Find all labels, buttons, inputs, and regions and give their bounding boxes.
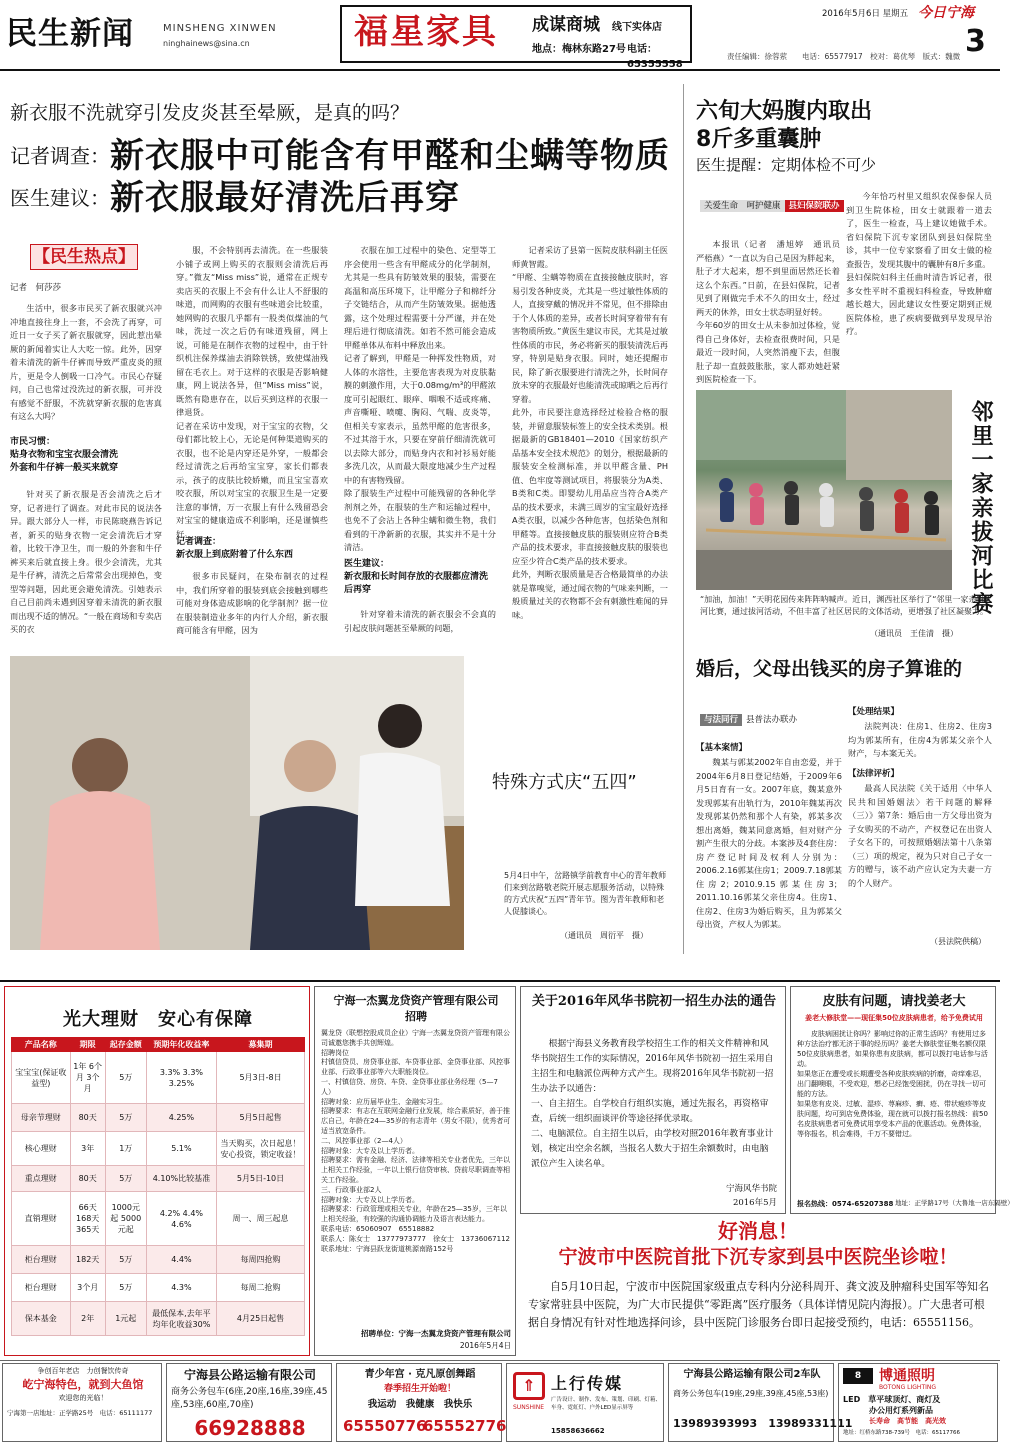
recruit-date: 2016年5月4日	[459, 1341, 511, 1350]
lead-column-2b	[176, 570, 328, 638]
bus-fleet-ad	[668, 1363, 853, 1442]
lead-subhead-2: 记者调查： 新衣服上到底附着了什么东西	[176, 537, 294, 560]
media-ad	[506, 1363, 664, 1442]
fish-brand: 屹宁海特色，就到大鱼馆	[22, 1378, 144, 1391]
table-cell: 直销理财	[12, 1192, 71, 1246]
fish-restaurant-ad	[2, 1363, 162, 1442]
law-analysis-text: 最高人民法院《关于适用〈中华人民共和国婚姻法〉若干问题的解释（三）》第7条：婚后由一方父母出资为子女购买的不动产，产权登记在出资人子女名下的，可按照婚姻法第十八条第（三）项的规定，视为只对自己子女一方的赠与，该不动产应认定为夫妻一方的个人财产。	[848, 783, 992, 888]
may-fourth-photo	[10, 656, 464, 950]
lighting-ad	[838, 1363, 998, 1442]
media-body: 广告设计、制作、发布、策划、印刷、灯箱、车身、霓虹灯、户外LED显示屏等	[551, 1397, 662, 1411]
tug-of-war-caption: “加油，加油！”天明花园传来阵阵呐喊声。近日，渊西社区举行了“邻里一家亲”拔河比赛，通过拔河活动，不但丰富了社区居民的文体活动，更增强了社区凝聚力。	[700, 595, 989, 616]
lead-column-2	[176, 244, 328, 539]
table-cell: 重点理财	[12, 1166, 71, 1192]
table-cell: 母亲节理财	[12, 1104, 71, 1132]
fleet-title: 宁海县公路运输有限公司2车队	[683, 1369, 821, 1380]
table-cell: 4.3%	[146, 1274, 216, 1302]
tumor-tag-b: 县妇保院联办	[785, 200, 844, 212]
finance-col-rate: 预期年化收益率	[146, 1038, 216, 1052]
lead-byline: 记者 何莎莎	[10, 283, 62, 293]
hospital-body: 自5月10日起，宁波市中医院国家级重点专科内分泌科周开、龚文波及肿瘤科史国军等知名专家常驻县中医院，为广大市民提供“零距离”医疗服务（具体详情见院内海报）。广大患者可根据自身情况有针对性地选择问诊，县中医院门诊服务台即日起接受预约，电话：65551156。	[528, 1280, 989, 1329]
table-row	[12, 1166, 305, 1192]
school-notice	[520, 986, 786, 1214]
skin-phone: 报名热线：0574-65207388	[797, 1200, 894, 1208]
recruit-body: 翼龙贷（联想控股成员企业）宁海一杰翼龙贷资产管理有限公司诚邀您携手共创辉煌。 招聘岗位 村镇信贷员、房贷事业部、车贷事业部、金贷事业部、风控事业部、行政事业部等六大职能岗位。 一、村镇信贷、房贷、车贷、金贷事业部业务经理（5—7人） 招聘对象：应历届毕业生、金融实习生。 招聘要求：有志在互联网金融行业发展，综合素质好，善于推広自己，年龄在24—35岁的有志青年（男女不限），优秀者可适当放宽条件。 二、风控事业部（2—4人） 招聘对象：大专及以上学历者。 招聘要求：需有金融、经济、法律等相关专业者优先，三年以上相关工作经验，一年以上银行信贷审核、贷前尽职调查等相关工作经验。 三、行政事业部2人 招聘对象：大专及以上学历者。 招聘要求：行政管理或相关专业，年龄在25—35岁，三年以上相关经验，有较强的沟通协调能力及语言表达能力。 联系电话：65060907 65518882 联系人：陈女士 13777973777 徐女士 13736067112 联系地址：宁海县跃龙街道桃源南路152号	[321, 1029, 511, 1253]
dance-title: 青少年宫 · 克凡原创舞蹈	[364, 1369, 476, 1380]
tumor-col-a-text: 本报讯（记者 潘旭婷 通讯员 严梧燕）“一直以为自己是因为胖起来，肚子才大起来，想不到里面居然还长着这么个东西。”日前，在县妇保院，记者见到了刚做完手术不久的田女士，经过两天的休养，田女士状态明显好转。 今年60岁的田女士从未参加过体检，觉得自己身体好，去检查很费时间，只是最近一段时间，人突然消瘦下去，但腹肚子却一直鼓鼓胀胀，家人都劝她赶紧到医院检查一下。	[696, 239, 840, 384]
tumor-title-1: 六旬大妈腹内取出	[696, 99, 873, 124]
fish-sub: 欢迎您的光临！	[58, 1394, 108, 1402]
recruit-title-2: 招聘	[405, 1010, 427, 1023]
law-title: 婚后，父母出钱买的房子算谁的	[696, 658, 963, 680]
tumor-title-2: 8斤多重囊肿	[696, 127, 822, 152]
skin-body: 皮肤病困扰让你吗？影响过你的正常生活吗？有使用过多种方法治疗都无济于事的经历吗？姜老大修肤堂征集名额仅限50位皮肤病患者，如果你患有皮肤病，都可以拨打电话参与活动。 如果您正在遭受或长期遭受各种皮肤疾病的折磨，奇痒难忍，出门翻噢眼，不受欢迎，想必已经饱受困扰，仍在寻找一切可能的方法。 如果您有皮炎、过敏、湿疹、荨麻疹、癣、疮、带状疱疹等皮肤问题，均可到店免费体验，现在就可以拨打报名热线：前50名皮肤病患者可免费试用享受本产品的优惠活动。免费体验，等你报名，机会难得，千万不要错过。	[797, 1030, 988, 1138]
table-cell: 当天购买，次日起息！安心投资，锁定收益！	[217, 1132, 305, 1166]
lighting-line-1: LED 草平球顶灯、商灯及	[843, 1395, 941, 1404]
table-cell: 4.4%	[146, 1246, 216, 1274]
page-number: 3	[965, 24, 986, 59]
table-cell: 5月5日-10日	[217, 1166, 305, 1192]
headline-2-label: 医生建议：	[10, 186, 110, 211]
tumor-subtitle: 医生提醒：定期体检不可少	[696, 156, 877, 174]
table-cell: 66天 168天 365天	[70, 1192, 105, 1246]
finance-ad	[4, 986, 310, 1356]
dance-sub: 春季招生开始啦！	[383, 1384, 456, 1394]
section-tag: 【民生热点】	[30, 244, 138, 270]
recruitment-ad	[314, 986, 516, 1356]
notice-body: 根据宁海县义务教育段学校招生工作的相关文件精神和风华书院招生工作的实际情况，2016年风华书院初一招生采用自主招生和电脑派位两种方式产生。现将2016年风华书院初一招生办法予以通告： 一、自主招生。自学校自行组织实施，通过先报名，再资格审查，后统一组织面谈评价等途径择优录取。 二、电脑派位。自主招生以后，由学校对照2016年教育事业计划，核定出空余名额，当报名人数大于招生余额数时，由电脑派位产生入读名单。	[531, 1039, 774, 1169]
finance-ad-title: 光大理财 安心有保障	[63, 1009, 253, 1030]
lead-column-4	[512, 244, 668, 638]
lighting-logo-icon: 8	[843, 1368, 873, 1384]
table-cell: 80天	[70, 1166, 105, 1192]
hospital-title-2: 宁波市中医院首批下沉专家到县中医院坐诊啦！	[558, 1246, 958, 1268]
table-cell: 5万	[105, 1104, 146, 1132]
law-tag-b: 县普法办联办	[746, 715, 798, 725]
dance-phone-1: 65550776	[343, 1417, 427, 1435]
hospital-title-1: 好消息！	[718, 1219, 798, 1243]
table-cell: 5万	[105, 1052, 146, 1104]
table-cell: 5.1%	[146, 1132, 216, 1166]
finance-table-wrap	[11, 1037, 305, 1336]
lead-col3-text: 衣服在加工过程中的染色、定型等工序会使用一些含有甲醛成分的化学制剂，尤其是一些具有防皱效果的服装，需要在高温和高压环境下，让甲醛分子和棉纤分子交链结合，从而产生防皱效果。据他透露，这个处理过程需要十分严谨，并在处理后进行彻底清洗。如若不然可能会造成甲醛单体从布料中释放出来。 记者了解到，甲醛是一种挥发性物质，对人体的水溶性，主要危害表现为对皮肤黏膜的刺激作用，大于0.08mg/m³的甲醛浓度可引起眼红、眼痒、咽喉不适或疼痛、声音嘶哑、喷嚏、胸闷、气喘、皮炎等，但相关专家表示，虽然甲醛的危害很多，不过其溶于水，只要在穿前仔细清洗就可以去除大部分，而贴身内衣和衬衫易好能多洗几次，从而最大限度地减少生产过程中的有害物残留。 除了服装生产过程中可能残留的各种化学剂剂之外，在服装的生产和运输过程中，也免不了会沾上各种尘螨和微生物，我们看到的干净新新的衣服，其实并不是十分清洁。	[344, 245, 496, 552]
table-cell: 1000元起 5000元起	[105, 1192, 146, 1246]
law-analysis-heading: 【法律评析】	[848, 769, 900, 779]
recruit-title-1: 宁海一杰翼龙贷资产管理有限公司	[333, 994, 499, 1007]
skin-address: 地址：正学路17号（大鲁地一店东隔壁）	[895, 1199, 1014, 1207]
law-case-heading: 【基本案情】	[696, 743, 748, 753]
table-cell: 182天	[70, 1246, 105, 1274]
dance-phone-2: 65552776	[423, 1417, 507, 1435]
law-case-text: 魏某与郭某2002年自由恋爱，并于2004年6月8日登记结婚，于2009年6月5日育有一女。2007年底，魏某意外发现郭某有出轨行为，2010年魏某再次发现郭某仍然和那个人有染，郭某多次想出离婚，魏某同意离婚，但对财产分割产生很大的分歧。本案涉及4套住房：房产登记时间及权利人分别为：2006.2.16郭某住房1；2009.7.18郭某住房2；2010.9.15郭某住房3；2011.10.16郭某父亲住房4。住房1、住房2、住房3为婚后购买，且为郭某父母出资，产权人为郭某。	[696, 757, 842, 929]
skin-ad	[790, 986, 1014, 1214]
table-cell: 3.3% 3.3% 3.25%	[146, 1052, 216, 1104]
table-cell: 5月3日-8日	[217, 1052, 305, 1104]
lead-headline-2	[10, 174, 460, 223]
notice-date: 2016年5月	[732, 1198, 777, 1208]
lead-col2b-text: 很多市民疑问，在染布制衣的过程中，我们所穿着的服装到底会接触到哪些可能对身体造成影响的化学制剂？据一位在服装制造业多年的内行人介绍，新衣服商可能含有甲醛，因为	[176, 571, 328, 635]
bus-phone: 66928888	[194, 1416, 306, 1440]
table-cell: 1元起	[105, 1302, 146, 1336]
notice-title: 关于2016年风华书院初一招生办法的通告	[531, 994, 777, 1009]
table-cell: 4月25日起售	[217, 1302, 305, 1336]
table-row	[12, 1302, 305, 1336]
dance-school-ad	[336, 1363, 507, 1442]
table-cell: 80天	[70, 1104, 105, 1132]
furniture-phone: 电话：65355558	[627, 44, 683, 70]
lighting-line-2: 办公用灯系列新品	[869, 1406, 933, 1415]
right-column-rule	[683, 84, 684, 954]
media-en: SUNSHINE	[513, 1404, 545, 1411]
may-fourth-caption: 5月4日中午，岔路镇学前教育中心的青年教师们来到岔路敬老院开展志愿服务活动，以特殊的方式庆祝“五四”青年节。图为青年教师和老人促膝谈心。	[504, 871, 667, 916]
table-row	[12, 1274, 305, 1302]
dance-slogan: 我运动 我健康 我快乐	[367, 1399, 473, 1410]
media-logo-icon: ⇑	[513, 1372, 545, 1400]
table-cell: 4.10%比较基准	[146, 1166, 216, 1192]
tug-of-war-credit: （通讯员 王佳清 摄）	[870, 629, 958, 638]
headline-1-text: 新衣服中可能含有甲醛和尘螨等物质	[110, 136, 670, 176]
tumor-column-b	[846, 190, 992, 390]
may-fourth-credit: （通讯员 周衍平 摄）	[560, 931, 648, 940]
law-analysis	[848, 782, 992, 932]
tumor-tag-a: 关爱生命 呵护健康	[700, 200, 785, 212]
lighting-line-3: 长寿命 高节能 高光效	[869, 1417, 946, 1425]
table-cell: 每周四抢购	[217, 1246, 305, 1274]
lead-col3b-text: 针对穿着未清洗的新衣服会不会真的引起皮肤问题甚至晕厥的问题，	[344, 609, 496, 633]
table-row	[12, 1052, 305, 1104]
table-cell: 3年	[70, 1132, 105, 1166]
lead-column-3b	[344, 608, 496, 638]
section-pinyin: MINSHENG XINWEN	[163, 23, 277, 34]
recruit-signature: 招聘单位：宁海一杰翼龙贷资产管理有限公司	[361, 1329, 511, 1338]
table-row	[12, 1132, 305, 1166]
masthead	[0, 0, 1000, 70]
may-fourth-title: 特殊方式庆“五四”	[492, 772, 637, 793]
finance-col-min: 起存金额	[105, 1038, 146, 1052]
skin-title: 皮肤有问题，请找姜老大	[822, 994, 966, 1009]
table-cell: 1年 6个月 3个月	[70, 1052, 105, 1104]
law-result	[848, 720, 992, 766]
table-cell: 5月5日起售	[217, 1104, 305, 1132]
law-case	[696, 756, 842, 946]
furniture-store-sub: 线下实体店	[612, 22, 662, 33]
headline-1-label: 记者调查：	[10, 144, 110, 169]
table-cell: 1万	[105, 1132, 146, 1166]
tug-of-war-vertical-title: 邻里一家亲拔河比赛	[968, 400, 993, 616]
table-cell: 3个月	[70, 1274, 105, 1302]
tumor-tag	[700, 198, 840, 214]
tug-of-war-photo	[696, 390, 952, 590]
table-cell: 4.2% 4.4% 4.6%	[146, 1192, 216, 1246]
finance-table	[11, 1037, 305, 1336]
table-cell: 柜台理财	[12, 1274, 71, 1302]
editor-credits: 责任编辑：徐蓉萦 电话：65577917 校对：葛优琴 版式：魏微	[727, 52, 961, 61]
lead-col4-text: 记者采访了县第一医院皮肤科副主任医师黄智霞。 “甲醛、尘螨等物质在直接接触皮肤时，容易引发各种皮炎，尤其是一些过敏性体质的人，直接穿戴的情况并不常见，但不排除由于个人体质的差异，或者长时间穿着带有有害物质所致。”黄医生建议市民，尤其是过敏性体质的市民，务必将新买的服装清洗后再穿，特别是贴身衣服。同时，她还提醒市民，除了新衣服要进行清洗之外，长时间存放未穿的衣服最好也能清洗或晾晒之后再行穿着。 此外，市民要注意选择经过检验合格的服装，并留意服装标签上的安全技术类别。根据最新的GB18401—2010《国家纺织产品基本安全技术规范》的划分，根据最新的服装安全检测标准，并以甲醛含量、PH值、色牢度等测试项目，将服装分为A类、B类和C类。即婴幼儿用品应当符合A类产品的技术要求，未满三周岁的宝宝最好选择A类衣服，以减少各种危害，包括染色剂和甲醛等。直接接触皮肤的服装则应符合B类产品的技术要求，非直接接触皮肤的服装也应至少符合C类产品的技术要求。 此外，判断衣服质量是否合格最简单的办法就是靠嗅觉，通过闻衣物的气味来判断，一般质量过关的衣物都不会有刺激性难闻的异味。	[512, 245, 668, 620]
top-furniture-ad	[340, 5, 692, 70]
fish-info: 宁海第一店地址：正学路25号 电话：65111177	[7, 1409, 153, 1417]
headline-2-text: 新衣服最好清洗后再穿	[110, 178, 460, 218]
bus-company-ad	[166, 1363, 332, 1442]
law-credit: （县法院供稿）	[930, 937, 986, 946]
law-result-text: 法院判决：住房1、住房2、住房3均为郭某所有，住房4为郭某父亲个人财产，与本案无关。	[848, 721, 992, 758]
law-tag-a: 与法同行	[700, 714, 742, 726]
media-phone: 15858636662	[551, 1427, 605, 1435]
notice-signature: 宁海风华书院	[725, 1184, 777, 1194]
fleet-body: 商务公务包车(19座,29座,39座,45座,53座)	[673, 1389, 829, 1398]
table-row	[12, 1246, 305, 1274]
tug-of-war-illustration	[696, 390, 952, 590]
law-tag	[700, 712, 801, 728]
section-email: ninghainews@sina.cn	[163, 39, 250, 48]
masthead-rule	[0, 69, 1000, 71]
lead-col2-text: 服，不会特别再去清洗。在一些服装小铺子或网上购买的衣服则会清洗后再穿。”微友“Miss miss”说，通常在正规专卖店买的衣服上不会有什么让人不舒服的味道，而网购的衣服有些味道会比较重，她网购的衣服几乎都有一股类似煤油的气味，洗过一次之后仍有味道残留，网上说，可能是在制作衣物的过程中，由于针织机注保养煤油去消除铁锈，致使煤油残留在毛衣上。对于这样的衣服是否影响健康，网上说法各异，但“Miss miss”说，既然有隐患存在，以后买到这样的衣服一律退货。 记者在采访中发现，对于宝宝的衣物，父母们都比较上心，无论是何种渠道购买的衣服，也不论是内穿还是外穿，一般都会经过清洗之后再给宝宝穿，家长们都表示，孩子的皮肤比较娇嫩，而且宝宝喜欢咬衣服，所以对宝宝的衣服卫生是一定要注意的事情，万一衣服上有什么残留恐会对宝宝的健康造成不利影响，还是谨慎些好。	[176, 245, 328, 539]
issue-date: 2016年5月6日 星期五	[822, 9, 909, 19]
fish-top-line: 争创百年老店 力创餐饮传奇	[37, 1367, 129, 1375]
table-cell: 核心理财	[12, 1132, 71, 1166]
lead-column-1	[10, 302, 162, 432]
furniture-brand: 福星家具	[354, 12, 498, 52]
finance-table-header	[12, 1038, 305, 1052]
media-brand: 上行传媒	[551, 1374, 624, 1393]
table-cell: 每周二抢购	[217, 1274, 305, 1302]
bus-body: 商务公务包车(6座,20座,16座,39座,45座,53座,60座,70座)	[171, 1387, 328, 1410]
lead-column-1b	[10, 488, 162, 638]
table-row	[12, 1104, 305, 1132]
section-title: 民生新闻	[6, 16, 134, 52]
lead-kicker: 新衣服不洗就穿引发皮炎甚至晕厥，是真的吗？	[10, 102, 410, 124]
fleet-phone: 13989393993 13989331111	[673, 1417, 853, 1430]
table-cell: 保本基金	[12, 1302, 71, 1336]
furniture-address: 地点：梅林东路27号	[532, 44, 626, 55]
lead-column-3	[344, 244, 496, 552]
hospital-ad	[520, 1218, 996, 1356]
paper-logo: 今日宁海	[918, 5, 974, 21]
lead-subhead-1: 市民习惯： 贴身衣物和宝宝衣服会清洗 外套和牛仔裤一般买来就穿	[10, 437, 119, 473]
furniture-store: 成谋商城	[532, 15, 600, 35]
table-cell: 最低保本,去年平均年化收益30%	[146, 1302, 216, 1336]
bottom-strip-rule	[0, 1360, 1000, 1361]
may-fourth-illustration	[10, 656, 464, 950]
table-cell: 4.25%	[146, 1104, 216, 1132]
skin-subtitle: 姜老大修肤堂——现征集50位皮肤病患者，给予免费试用	[805, 1014, 983, 1022]
table-cell: 周一、周三起息	[217, 1192, 305, 1246]
table-cell: 5万	[105, 1166, 146, 1192]
tumor-col-b-text: 今年恰巧村里又组织农保参保人员到卫生院体检，田女士就跟着一道去了，医生一检查，马上建议她做手术。省妇保院下沉专家团队到县妇保院坐诊，其中一位专家察看了田女士做的检查报告，发现其腹中的囊肿有8斤多重。 县妇保院妇科主任曲时清告诉记者，很多女性平时不重视妇科检查，导致肿瘤越长越大，因此建议女性要定期到正规医院体检，患了疾病要做到早发现早治疗。	[846, 191, 992, 336]
lead-subhead-3: 医生建议： 新衣服和长时间存放的衣服都应清洗后再穿	[344, 559, 489, 595]
table-cell: 宝宝宝(保证收益型)	[12, 1052, 71, 1104]
table-row	[12, 1192, 305, 1246]
ad-section-rule	[0, 980, 1000, 982]
table-cell: 柜台理财	[12, 1246, 71, 1274]
finance-col-term: 期限	[70, 1038, 105, 1052]
lighting-brand: 博通照明	[879, 1368, 935, 1384]
lead-col1-text: 生活中，很多市民买了新衣服就兴冲冲地直接往身上一套，不会洗了再穿，可近日一女子买了新衣服就穿，因此惹出晕厥的新闻着实让人大吃一惊。此外，因穿着未清洗的新牛仔裤而导致严重皮炎的照片，更是令人倒吸一口冷气。市民心存疑问，自己也常过没洗过的新衣服，可并没有感觉不舒服，不洗就穿新衣服的危害真有这么大吗？	[10, 303, 162, 421]
table-cell: 5万	[105, 1246, 146, 1274]
lighting-en: BOTONG LIGHTING	[879, 1384, 937, 1391]
tumor-column-a	[696, 238, 840, 388]
finance-col-period: 募集期	[217, 1038, 305, 1052]
table-cell: 2年	[70, 1302, 105, 1336]
finance-col-name: 产品名称	[12, 1038, 71, 1052]
lighting-address: 地址：红桥东路738-739号 电话：65117766	[843, 1430, 960, 1436]
law-result-heading: 【处理结果】	[848, 707, 900, 717]
table-cell: 5万	[105, 1274, 146, 1302]
bus-title: 宁海县公路运输有限公司	[183, 1368, 316, 1382]
lead-col1b-text: 针对买了新衣服是否会清洗之后才穿，记者进行了调查。对此市民的说法各异。跟大部分人一样，市民陈晓燕告诉记者，新买的贴身衣物一定会清洗后才穿着，比较干净卫生，而一般的外套和牛仔裤买来后就直接上身。很少会清洗，尤其是牛仔裤，清洗之后常常会出现掉色，变型等问题，因此更会避免清洗。引她表示自己目前尚未遇到因穿着未清洗的新衣服而出现不适的情况。“一般在商场和专卖店买的衣	[10, 489, 162, 634]
